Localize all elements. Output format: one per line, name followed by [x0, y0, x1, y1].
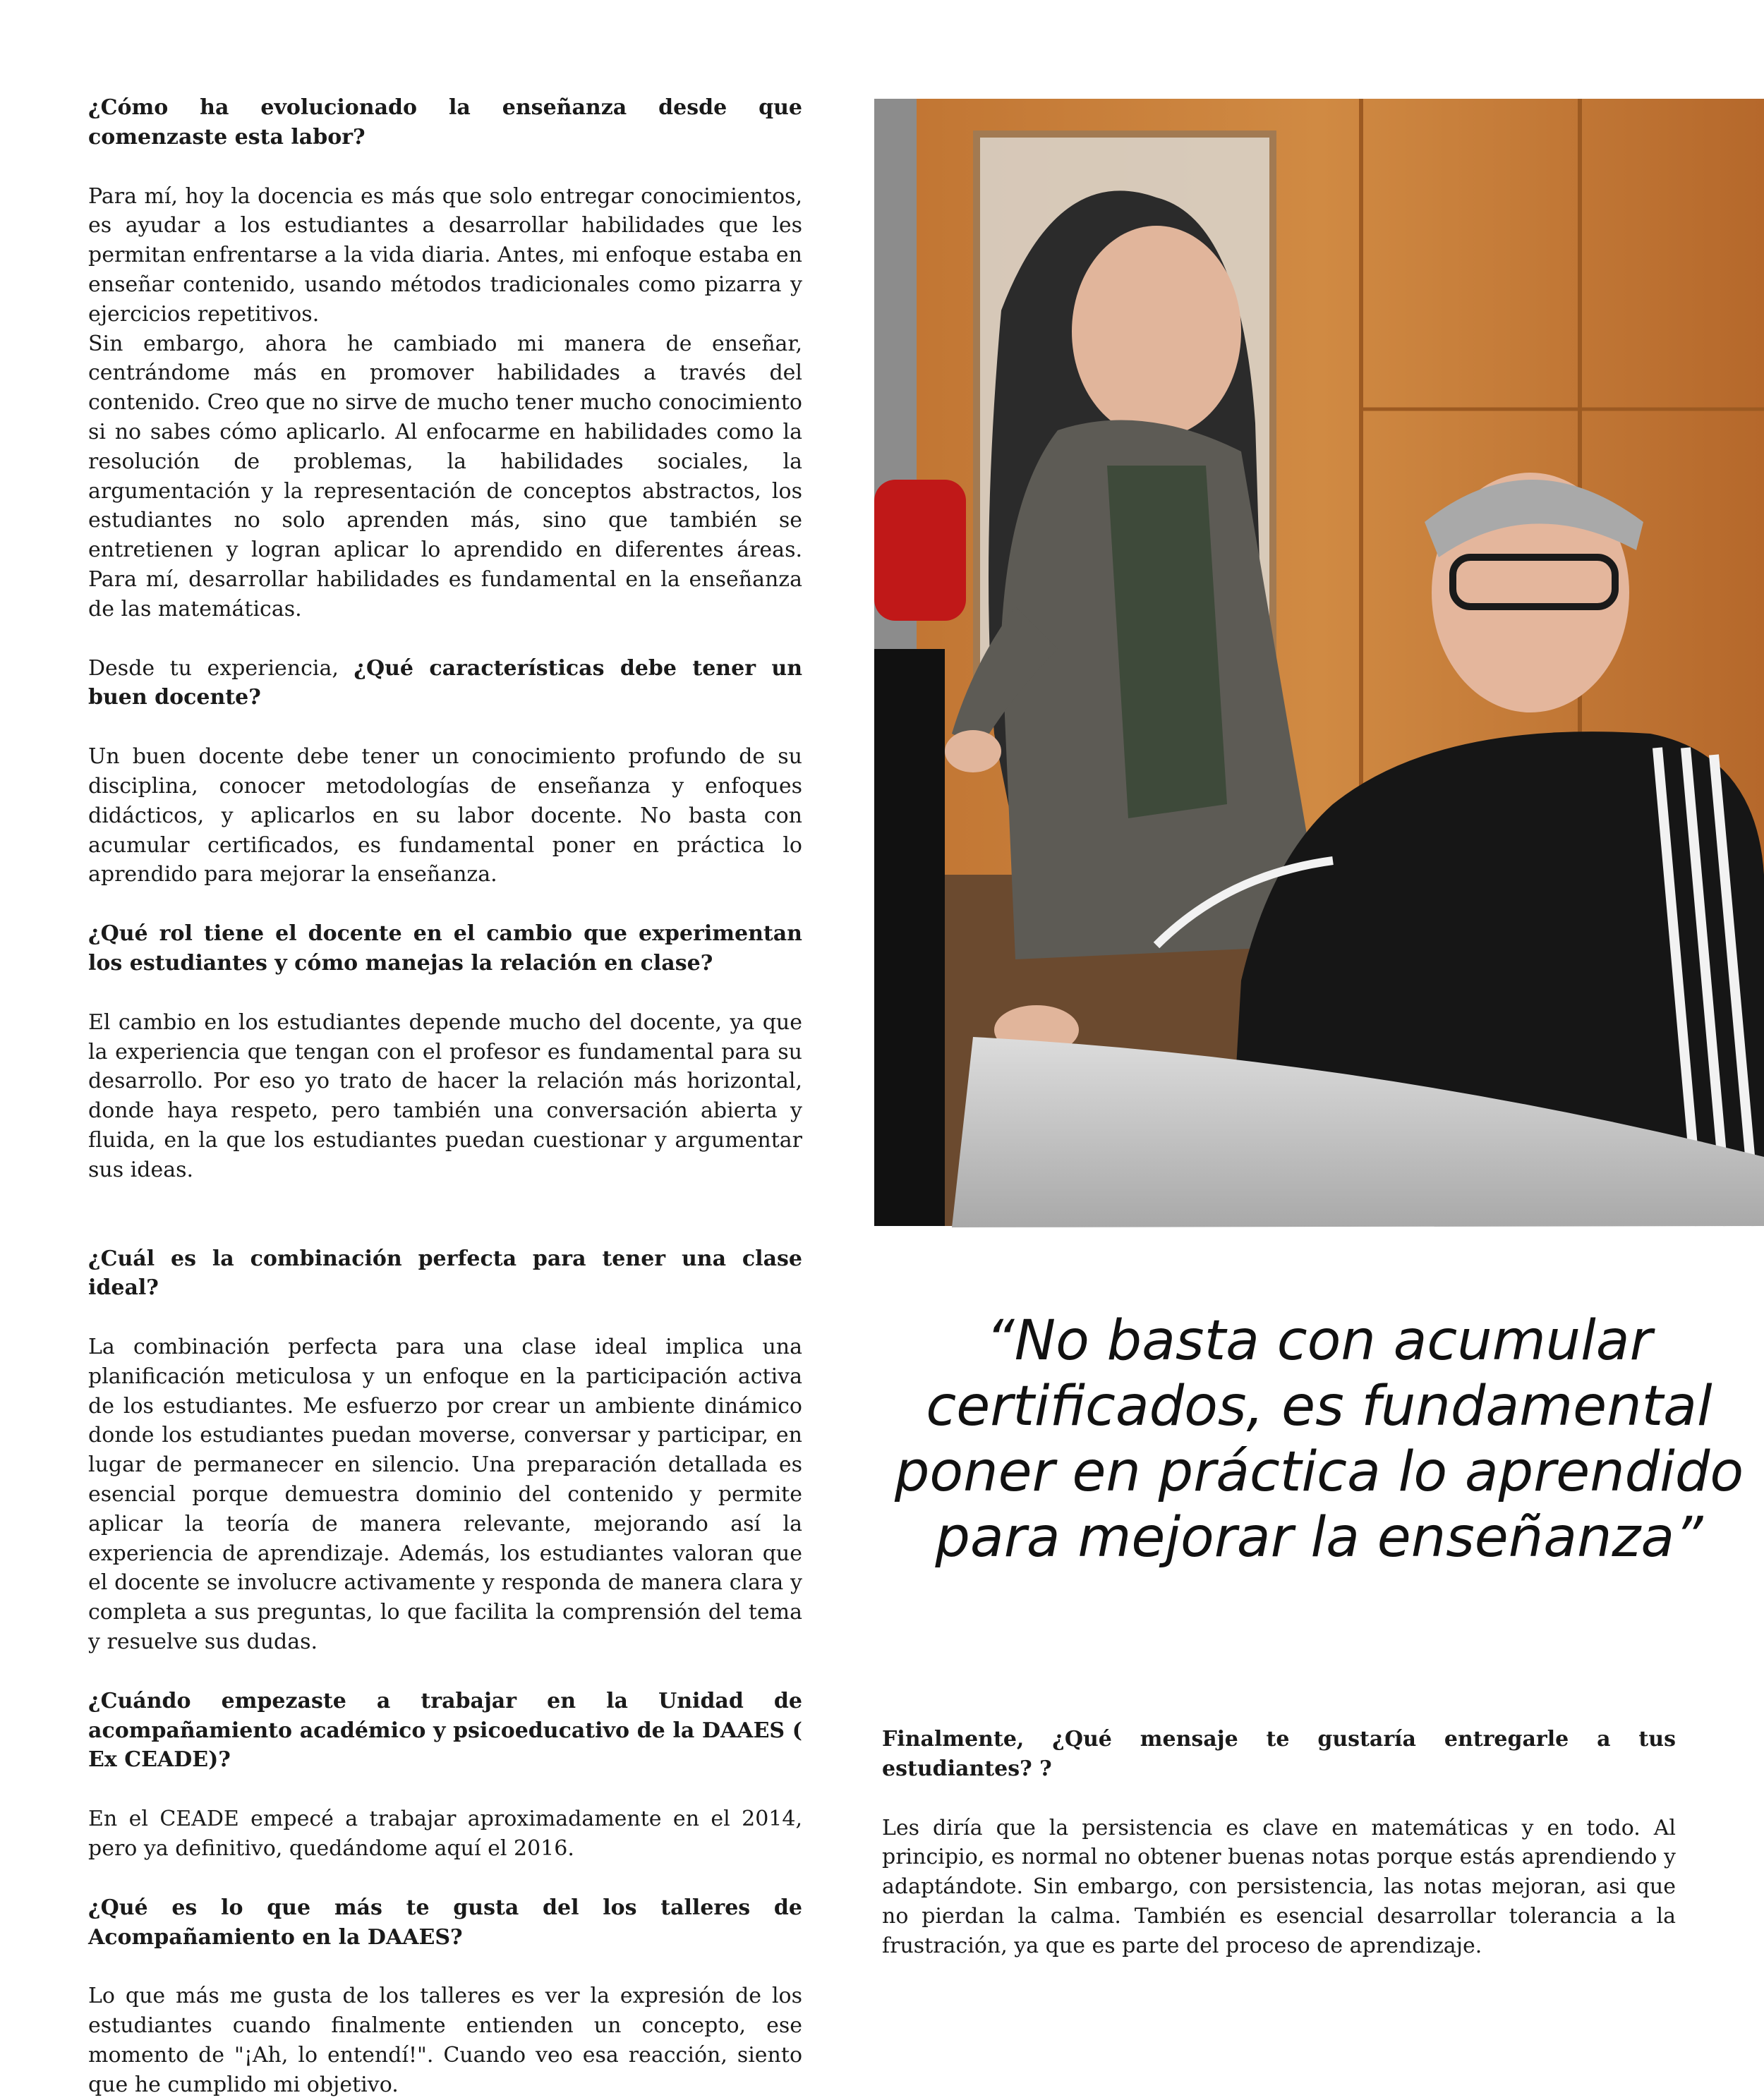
answer-evolution-p1: Para mí, hoy la docencia es más que solo entregar conocimientos, es ayudar a los estudiantes a desarrollar habilidades que les permitan enfrentarse a la vida diaria. Antes, mi enfoque estaba en enseñar contenido, usando métodos tradicionales como pizarra y ejercicios repetitivos. [88, 183, 802, 327]
answer-good-teacher: Un buen docente debe tener un conocimiento profundo de su disciplina, conocer metodologías de enseñanza y enfoques didácticos, y aplicarlos en su labor docente. No basta con acumular certificados, es fundamental poner en práctica lo aprendido para mejorar la enseñanza. [88, 744, 802, 887]
pull-quote: “No basta con acumular certificados, es fundamental poner en práctica lo aprendido para mejorar la enseñanza” [894, 1309, 1744, 1570]
photo-illustration [874, 99, 1764, 1226]
answer-evolution-p2: Sin embargo, ahora he cambiado mi manera de enseñar, centrándome más en promover habilidades a través del contenido. Creo que no sirve de mucho tener mucho conocimiento si no sabes cómo aplicarlo. Al enfocarme en habilidades como la resolución de problemas, la habilidades sociales, la argumentación y la representación de conceptos abstractos, los estudiantes no solo aprenden más, sino que también se entretienen y logran aplicar lo aprendido en diferentes áreas. Para mí, desarrollar habilidades es fundamental en la enseñanza de las matemáticas. [88, 331, 802, 621]
interview-photo [874, 99, 1764, 1226]
answer-teacher-role: El cambio en los estudiantes depende mucho del docente, ya que la experiencia que tengan con el profesor es fundamental para su desarrollo. Por eso yo trato de hacer la relación más horizontal, donde haya respeto, pero también una conversación abierta y fluida, en la que los estudiantes puedan cuestionar y argumentar sus ideas. [88, 1009, 802, 1182]
question-workshops: ¿Qué es lo que más te gusta del los talleres de Acompañamiento en la DAAES? [88, 1895, 802, 1950]
answer-start-date: En el CEADE empecé a trabajar aproximadamente en el 2014, pero ya definitivo, quedándome aquí el 2016. [88, 1807, 802, 1862]
question-prefix: Desde tu experiencia, [88, 655, 354, 681]
question-start-date: ¿Cuándo empezaste a trabajar en la Unidad de acompañamiento académico y psicoeducativo de la DAAES ( Ex CEADE)? [88, 1688, 802, 1773]
question-ideal-class: ¿Cuál es la combinación perfecta para tener una clase ideal? [88, 1246, 802, 1301]
question-good-teacher [88, 654, 802, 713]
left-column [88, 93, 802, 2100]
answer-ideal-class: La combinación perfecta para una clase ideal implica una planificación meticulosa y un enfoque en la participación activa de los estudiantes. Me esfuerzo por crear un ambiente dinámico donde los estudiantes puedan moverse, conversar y participar, en lugar de permanecer en silencio. Una preparación detallada es esencial porque demuestra dominio del contenido y permite aplicar la teoría de manera relevante, mejorando así la experiencia de aprendizaje. Además, los estudiantes valoran que el docente se involucre activamente y responda de manera clara y completa a sus preguntas, lo que facilita la comprensión del tema y resuelve sus dudas. [88, 1335, 802, 1655]
question-evolution: ¿Cómo ha evolucionado la enseñanza desde que comenzaste esta labor? [88, 95, 802, 150]
right-column [882, 1725, 1676, 1961]
question-final-message: Finalmente, ¿Qué mensaje te gustaría entregarle a tus estudiantes? ? [882, 1727, 1676, 1781]
answer-final-message: Les diría que la persistencia es clave en matemáticas y en todo. Al principio, es normal no obtener buenas notas porque estás aprendiendo y adaptándote. Sin embargo, con persistencia, las notas mejoran, asi que no pierdan la calma. También es esencial desarrollar tolerancia a la frustración, ya que es parte del proceso de aprendizaje. [882, 1815, 1676, 1958]
answer-workshops: Lo que más me gusta de los talleres es ver la expresión de los estudiantes cuando finalmente entienden un concepto, ese momento de "¡Ah, lo entendí!". Cuando veo esa reacción, siento que he cumplido mi objetivo. [88, 1984, 802, 2097]
question-bold: ¿Qué características debe tener un buen docente? [88, 655, 803, 710]
question-teacher-role: ¿Qué rol tiene el docente en el cambio que experimentan los estudiantes y cómo manejas la relación en clase? [88, 921, 802, 976]
